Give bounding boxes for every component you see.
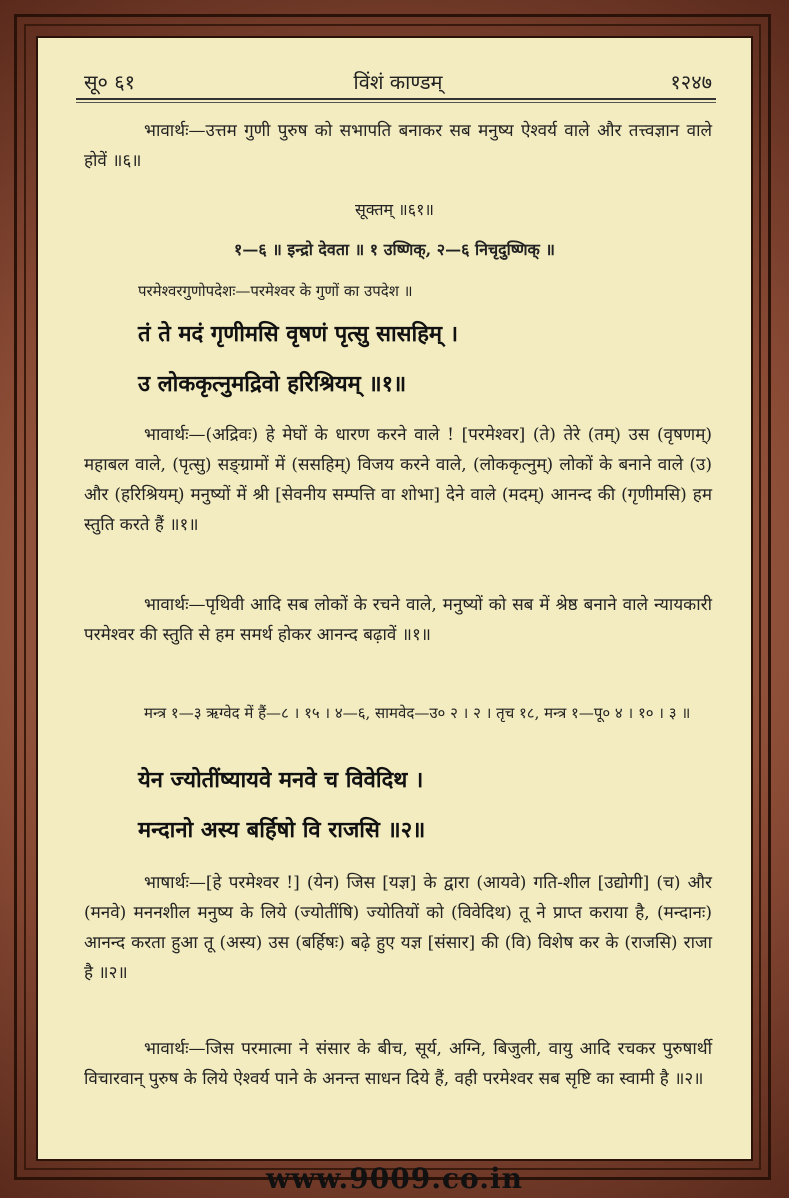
website-watermark: www.9009.co.in (266, 1162, 523, 1195)
mantra-1-line-2: उ लोककृत्नुमद्रिवो हरिश्रियम् ॥१॥ (138, 371, 407, 397)
page-title: विंशं काण्डम् (353, 70, 443, 94)
bhashartha-paragraph-2: भाषार्थः—[हे परमेश्वर !] (येन) जिस [यज्ञ] के द्वारा (आयवे) गति-शील [उद्योगी] (च) और (मनवे) मननशील मनुष्य के लिये (ज्योतींषि) ज्योतियों को (विवेदिथ) तू ने प्राप्त कराया है, (मन्दानः) आनन्द करता हुआ तू (अस्य) उस (बर्हिषः) बढ़े हुए यज्ञ [संसार] की (वि) विशेष कर के (राजसि) राजा है ॥२॥ (84, 873, 712, 983)
bhashartha-paragraph-1: भावार्थः—(अद्रिवः) हे मेघों के धारण करने वाले ! [परमेश्वर] (ते) तेरे (तम्) उस (वृषणम्) महाबल वाले, (पृत्सु) सङ्ग्रामों में (ससहिम्) विजय करने वाले, (लोककृत्नुम्) लोकों के बनाने वाले (उ) और (हरिश्रियम्) मनुष्यों में श्री [सेवनीय सम्पत्ति वा शोभा] देने वाले (मदम्) आनन्द की (गृणीमसि) हम स्तुति करते हैं ॥१॥ (84, 425, 712, 535)
sukta-title: सूक्तम् ॥६१॥ (355, 200, 434, 219)
mantra-2-line-2: मन्दानो अस्य बर्हिषो वि राजसि ॥२॥ (138, 817, 426, 843)
bhavarth-paragraph-2: भावार्थः—पृथिवी आदि सब लोकों के रचने वाले, मनुष्यों को सब में श्रेष्ठ बनाने वाले न्यायकारी परमेश्वर की स्तुति से हम समर्थ होकर आनन्द बढ़ावें ॥१॥ (84, 595, 712, 645)
upadesh-line: परमेश्वरगुणोपदेशः—परमेश्वर के गुणों का उपदेश ॥ (138, 282, 413, 300)
mantra-1-line-1: तं ते मदं गृणीमसि वृषणं पृत्सु सासहिम् । (138, 321, 459, 347)
reference-line: मन्त्र १—३ ऋग्वेद में हैं—८ । १५ । ४—६, सामवेद—उ० २ । २ । तृच १८, मन्त्र १—पू० ४ । १० । ३ ॥ (144, 704, 691, 722)
page-header (84, 68, 712, 98)
sukta-number: सू० ६१ (84, 70, 136, 94)
header-rule (76, 98, 716, 100)
book-page (36, 36, 753, 1161)
page-number: १२४७ (670, 70, 712, 94)
bhavarth-paragraph-3: भावार्थः—जिस परमात्मा ने संसार के बीच, सूर्य, अग्नि, बिजुली, वायु आदि रचकर पुरुषार्थी विचारवान् पुरुष के लिये ऐश्वर्य पाने के अनन्त साधन दिये हैं, वही परमेश्वर सब सृष्टि का स्वामी है ॥२॥ (84, 1039, 712, 1089)
mantra-2-line-1: येन ज्योतींष्यायवे मनवे च विवेदिथ । (138, 767, 424, 793)
devata-line: १—६ ॥ इन्द्रो देवता ॥ १ उष्णिक्, २—६ निचृदुष्णिक् ॥ (234, 240, 555, 259)
header-rule-thin (76, 102, 716, 103)
bhavarth-paragraph-1: भावार्थः—उत्तम गुणी पुरुष को सभापति बनाकर सब मनुष्य ऐश्वर्य वाले और तत्त्वज्ञान वाले होवें ॥६॥ (84, 121, 712, 171)
